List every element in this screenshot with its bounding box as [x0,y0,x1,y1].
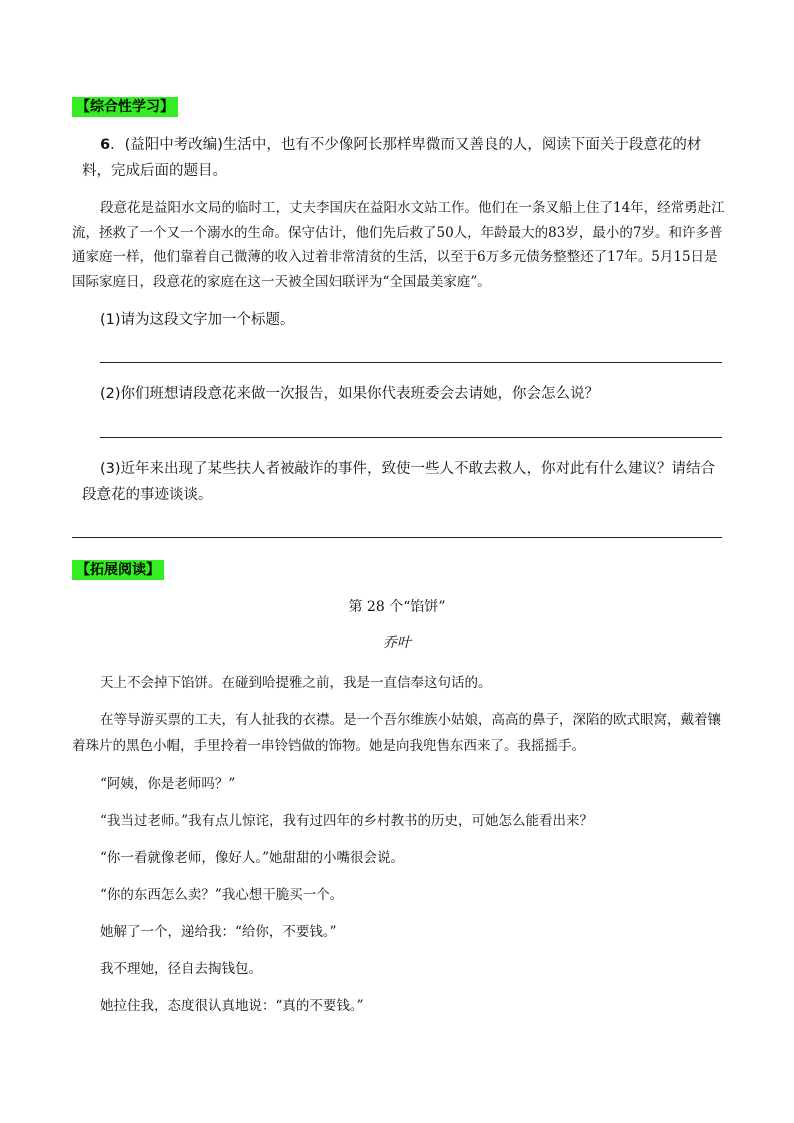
story-author: 乔叶 [383,635,411,651]
story-paragraph: 天上不会掉下馅饼。在碰到哈提雅之前，我是一直信奉这句话的。 [100,675,492,691]
answer-line-1[interactable] [100,362,722,363]
story-paragraph: “阿姨，你是老师吗？” [100,776,236,792]
sub-question-3: (3)近年来出现了某些扶人者被敲诈的事件，致使一些人不敢去救人，你对此有什么建议？请结合段意花的事迹谈谈。 [82,461,716,503]
story-paragraph: 她解了一个，递给我：“给你，不要钱。” [100,924,337,940]
question-6-text: ．(益阳中考改编)生活中，也有不少像阿长那样卑微而又善良的人，阅读下面关于段意花的材料，完成后面的题目。 [82,137,702,179]
section-label-comprehensive: 【综合性学习】 [72,97,178,117]
material-passage: 段意花是益阳水文局的临时工，丈夫李国庆在益阳水文站工作。他们在一条叉船上住了14年，经常勇赴江流，拯救了一个又一个溺水的生命。保守估计，他们先后救了50人，年龄最大的83岁，最小的7岁。和许多普通家庭一样，他们靠着自己微薄的收入过着非常清贫的生活，以至于6万多元债务整整还了17年。5月15日是国际家庭日，段意花的家庭在这一天被全国妇联评为“全国最美家庭”。 [72,200,725,290]
story-paragraph: “我当过老师。”我有点儿惊诧，我有过四年的乡村教书的历史，可她怎么能看出来？ [100,813,594,829]
sub-question-2: (2)你们班想请段意花来做一次报告，如果你代表班委会去请她，你会怎么说？ [100,386,600,402]
story-paragraph: 在等导游买票的工夫，有人扯我的衣襟。是一个吾尔维族小姑娘，高高的鼻子，深陷的欧式眼窝，戴着镶着珠片的黑色小帽，手里拎着一串铃铛做的饰物。她是向我兜售东西来了。我摇摇手。 [72,712,721,754]
question-6-prompt [82,132,722,184]
story-paragraph: 她拉住我，态度很认真地说：“真的不要钱。” [100,998,364,1014]
answer-line-2[interactable] [100,437,722,438]
story-paragraph: “你一看就像老师，像好人。”她甜甜的小嘴很会说。 [100,850,405,866]
section-label-extended-reading: 【拓展阅读】 [72,560,164,580]
question-number: 6 [100,137,111,153]
answer-line-3[interactable] [72,537,722,538]
story-paragraph: “你的东西怎么卖？”我心想干脆买一个。 [100,887,344,903]
sub-question-1: (1)请为这段文字加一个标题。 [100,312,295,328]
story-title: 第 28 个“馅饼” [348,599,446,615]
story-paragraph: 我不理她，径自去掏钱包。 [100,961,262,977]
